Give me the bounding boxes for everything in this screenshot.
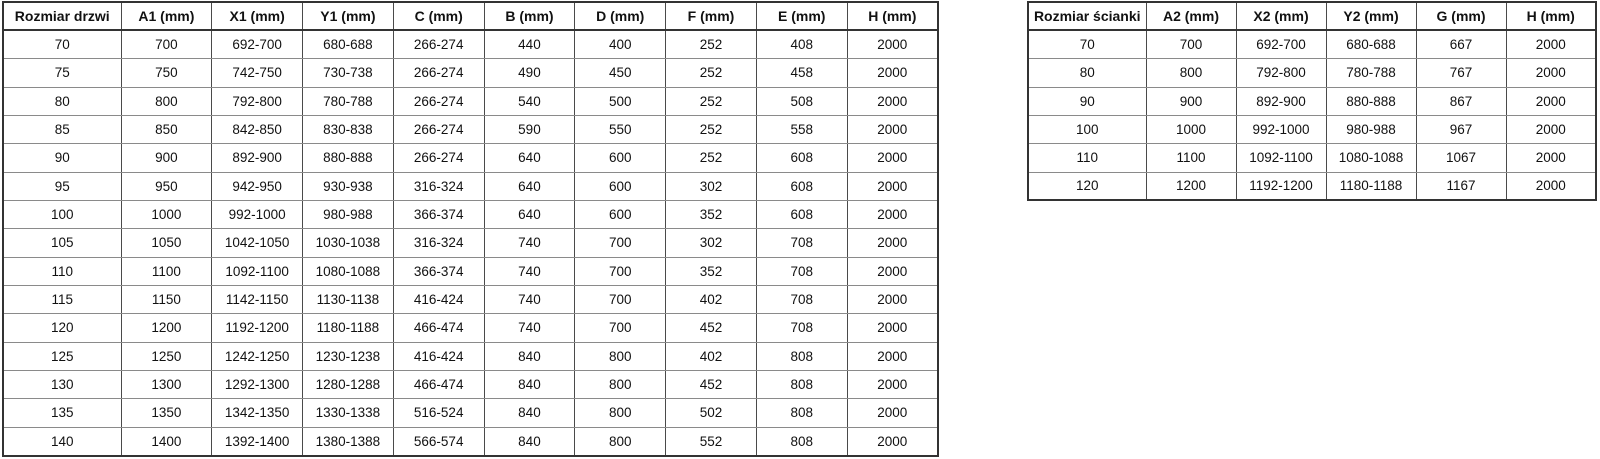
table-row	[3, 30, 938, 58]
table-cell: 458	[756, 59, 847, 87]
table-cell: 90	[3, 144, 121, 172]
table-cell: 800	[575, 427, 666, 455]
table-cell: 2000	[847, 115, 938, 143]
table-cell: 2000	[847, 427, 938, 455]
table-cell: 640	[484, 144, 575, 172]
column-header: D (mm)	[575, 2, 666, 30]
column-header: X1 (mm)	[212, 2, 303, 30]
header-row	[1028, 2, 1596, 30]
table-cell: 1292-1300	[212, 370, 303, 398]
table-cell: 502	[666, 399, 757, 427]
table-cell: 780-788	[1326, 59, 1416, 87]
table-cell: 2000	[847, 200, 938, 228]
table-cell: 266-274	[393, 59, 484, 87]
table-cell: 400	[575, 30, 666, 58]
table-row	[1028, 115, 1596, 143]
table-cell: 800	[575, 370, 666, 398]
table-cell: 125	[3, 342, 121, 370]
table-row	[3, 342, 938, 370]
table-row	[3, 399, 938, 427]
table-cell: 402	[666, 342, 757, 370]
table-cell: 120	[1028, 172, 1146, 200]
table-cell: 140	[3, 427, 121, 455]
table-cell: 2000	[847, 87, 938, 115]
table-cell: 352	[666, 200, 757, 228]
table-cell: 1200	[121, 314, 212, 342]
table-cell: 516-524	[393, 399, 484, 427]
table-cell: 992-1000	[212, 200, 303, 228]
table-row	[1028, 87, 1596, 115]
table-row	[3, 200, 938, 228]
table-cell: 366-374	[393, 200, 484, 228]
table-row	[1028, 144, 1596, 172]
table-cell: 2000	[847, 229, 938, 257]
table-cell: 2000	[1506, 144, 1596, 172]
table-cell: 316-324	[393, 229, 484, 257]
table-cell: 366-374	[393, 257, 484, 285]
table-cell: 100	[1028, 115, 1146, 143]
table-cell: 1350	[121, 399, 212, 427]
table-cell: 110	[1028, 144, 1146, 172]
table-cell: 842-850	[212, 115, 303, 143]
table-cell: 808	[756, 370, 847, 398]
column-header: G (mm)	[1416, 2, 1506, 30]
table-cell: 1300	[121, 370, 212, 398]
column-header: A1 (mm)	[121, 2, 212, 30]
table-cell: 808	[756, 399, 847, 427]
table-row	[3, 229, 938, 257]
table-cell: 252	[666, 144, 757, 172]
table-cell: 500	[575, 87, 666, 115]
table-cell: 600	[575, 144, 666, 172]
table-cell: 1330-1338	[303, 399, 394, 427]
table-cell: 2000	[847, 30, 938, 58]
table-cell: 700	[575, 229, 666, 257]
table-cell: 1150	[121, 285, 212, 313]
table-cell: 840	[484, 342, 575, 370]
table-row	[3, 115, 938, 143]
table-cell: 266-274	[393, 87, 484, 115]
table-cell: 880-888	[303, 144, 394, 172]
table-cell: 930-938	[303, 172, 394, 200]
table-cell: 2000	[1506, 115, 1596, 143]
table-cell: 1392-1400	[212, 427, 303, 455]
table-cell: 780-788	[303, 87, 394, 115]
table-cell: 2000	[847, 399, 938, 427]
table-cell: 1080-1088	[1326, 144, 1416, 172]
table-cell: 680-688	[303, 30, 394, 58]
table-cell: 2000	[847, 342, 938, 370]
table-cell: 2000	[847, 257, 938, 285]
column-header: F (mm)	[666, 2, 757, 30]
table-cell: 558	[756, 115, 847, 143]
table-cell: 740	[484, 229, 575, 257]
table-row	[1028, 59, 1596, 87]
table-cell: 1130-1138	[303, 285, 394, 313]
table-cell: 75	[3, 59, 121, 87]
table-cell: 800	[1146, 59, 1236, 87]
table-cell: 302	[666, 229, 757, 257]
table-cell: 742-750	[212, 59, 303, 87]
table-cell: 1030-1038	[303, 229, 394, 257]
column-header: Y2 (mm)	[1326, 2, 1416, 30]
table-cell: 1092-1100	[1236, 144, 1326, 172]
table-cell: 316-324	[393, 172, 484, 200]
table-cell: 1042-1050	[212, 229, 303, 257]
table-cell: 800	[121, 87, 212, 115]
table-row	[3, 314, 938, 342]
table-cell: 740	[484, 314, 575, 342]
table-cell: 408	[756, 30, 847, 58]
column-header: Rozmiar ścianki	[1028, 2, 1146, 30]
table-cell: 1180-1188	[303, 314, 394, 342]
table-cell: 266-274	[393, 30, 484, 58]
table-cell: 110	[3, 257, 121, 285]
table-cell: 450	[575, 59, 666, 87]
table-cell: 942-950	[212, 172, 303, 200]
table-cell: 740	[484, 285, 575, 313]
table-cell: 708	[756, 314, 847, 342]
table-cell: 767	[1416, 59, 1506, 87]
table-cell: 700	[575, 314, 666, 342]
table-cell: 700	[1146, 30, 1236, 58]
table-cell: 80	[1028, 59, 1146, 87]
table-cell: 416-424	[393, 342, 484, 370]
table-cell: 2000	[1506, 172, 1596, 200]
table-row	[3, 172, 938, 200]
column-header: X2 (mm)	[1236, 2, 1326, 30]
table-cell: 600	[575, 172, 666, 200]
table-cell: 608	[756, 200, 847, 228]
table-cell: 1200	[1146, 172, 1236, 200]
table-cell: 1167	[1416, 172, 1506, 200]
table-cell: 1100	[1146, 144, 1236, 172]
table-cell: 1250	[121, 342, 212, 370]
table-cell: 566-574	[393, 427, 484, 455]
table-cell: 90	[1028, 87, 1146, 115]
table-row	[3, 59, 938, 87]
table-cell: 608	[756, 172, 847, 200]
table-cell: 1380-1388	[303, 427, 394, 455]
table-cell: 100	[3, 200, 121, 228]
table-cell: 2000	[1506, 30, 1596, 58]
table-cell: 135	[3, 399, 121, 427]
column-header: Y1 (mm)	[303, 2, 394, 30]
table-row	[1028, 172, 1596, 200]
table-cell: 1050	[121, 229, 212, 257]
table-cell: 1000	[1146, 115, 1236, 143]
table-cell: 130	[3, 370, 121, 398]
table-cell: 1242-1250	[212, 342, 303, 370]
table-cell: 2000	[1506, 59, 1596, 87]
table-cell: 1342-1350	[212, 399, 303, 427]
table-cell: 892-900	[212, 144, 303, 172]
table-cell: 680-688	[1326, 30, 1416, 58]
table-cell: 2000	[847, 370, 938, 398]
table-cell: 1100	[121, 257, 212, 285]
table-cell: 252	[666, 30, 757, 58]
table-row	[3, 285, 938, 313]
table-cell: 466-474	[393, 314, 484, 342]
table-cell: 2000	[1506, 87, 1596, 115]
table-cell: 980-988	[303, 200, 394, 228]
table-cell: 600	[575, 200, 666, 228]
table-cell: 792-800	[212, 87, 303, 115]
table-cell: 808	[756, 342, 847, 370]
column-header: C (mm)	[393, 2, 484, 30]
table-cell: 750	[121, 59, 212, 87]
table-cell: 80	[3, 87, 121, 115]
table-cell: 740	[484, 257, 575, 285]
table-cell: 2000	[847, 59, 938, 87]
table-cell: 416-424	[393, 285, 484, 313]
table-row	[3, 427, 938, 455]
column-header: H (mm)	[1506, 2, 1596, 30]
table-cell: 1000	[121, 200, 212, 228]
table-cell: 540	[484, 87, 575, 115]
table-cell: 700	[121, 30, 212, 58]
table-cell: 708	[756, 229, 847, 257]
table-cell: 2000	[847, 144, 938, 172]
column-header: Rozmiar drzwi	[3, 2, 121, 30]
table-cell: 900	[1146, 87, 1236, 115]
table-cell: 95	[3, 172, 121, 200]
column-header: H (mm)	[847, 2, 938, 30]
table-cell: 252	[666, 87, 757, 115]
wall-size-table	[1027, 1, 1597, 201]
table-row	[3, 144, 938, 172]
table-cell: 840	[484, 370, 575, 398]
table-cell: 1280-1288	[303, 370, 394, 398]
table-cell: 120	[3, 314, 121, 342]
table-row	[3, 370, 938, 398]
column-header: A2 (mm)	[1146, 2, 1236, 30]
table-cell: 880-888	[1326, 87, 1416, 115]
table-cell: 115	[3, 285, 121, 313]
table-cell: 85	[3, 115, 121, 143]
table-cell: 667	[1416, 30, 1506, 58]
table-cell: 840	[484, 399, 575, 427]
table-cell: 508	[756, 87, 847, 115]
table-cell: 105	[3, 229, 121, 257]
table-cell: 708	[756, 285, 847, 313]
table-cell: 692-700	[1236, 30, 1326, 58]
table-cell: 490	[484, 59, 575, 87]
door-size-table	[2, 1, 939, 457]
table-cell: 440	[484, 30, 575, 58]
table-cell: 2000	[847, 172, 938, 200]
table-row	[3, 257, 938, 285]
table-cell: 840	[484, 427, 575, 455]
table-cell: 452	[666, 370, 757, 398]
table-cell: 352	[666, 257, 757, 285]
table-cell: 552	[666, 427, 757, 455]
table-cell: 980-988	[1326, 115, 1416, 143]
table-cell: 700	[575, 257, 666, 285]
table-cell: 266-274	[393, 115, 484, 143]
table-cell: 266-274	[393, 144, 484, 172]
table-cell: 302	[666, 172, 757, 200]
table-cell: 252	[666, 59, 757, 87]
table-cell: 70	[1028, 30, 1146, 58]
table-cell: 1142-1150	[212, 285, 303, 313]
table-cell: 550	[575, 115, 666, 143]
table-cell: 640	[484, 200, 575, 228]
table-cell: 808	[756, 427, 847, 455]
column-header: B (mm)	[484, 2, 575, 30]
header-row	[3, 2, 938, 30]
table-cell: 800	[575, 342, 666, 370]
table-cell: 950	[121, 172, 212, 200]
table-cell: 1230-1238	[303, 342, 394, 370]
table-cell: 1080-1088	[303, 257, 394, 285]
table-cell: 830-838	[303, 115, 394, 143]
table-cell: 992-1000	[1236, 115, 1326, 143]
table-cell: 1192-1200	[1236, 172, 1326, 200]
table-cell: 1180-1188	[1326, 172, 1416, 200]
table-row	[1028, 30, 1596, 58]
table-cell: 967	[1416, 115, 1506, 143]
table-cell: 1400	[121, 427, 212, 455]
table-cell: 892-900	[1236, 87, 1326, 115]
table-cell: 2000	[847, 285, 938, 313]
table-cell: 466-474	[393, 370, 484, 398]
table-row	[3, 87, 938, 115]
table-cell: 640	[484, 172, 575, 200]
table-cell: 452	[666, 314, 757, 342]
table-cell: 800	[575, 399, 666, 427]
table-cell: 252	[666, 115, 757, 143]
table-cell: 70	[3, 30, 121, 58]
table-cell: 900	[121, 144, 212, 172]
table-cell: 1192-1200	[212, 314, 303, 342]
table-cell: 692-700	[212, 30, 303, 58]
table-cell: 1067	[1416, 144, 1506, 172]
table-cell: 590	[484, 115, 575, 143]
table-cell: 700	[575, 285, 666, 313]
table-cell: 850	[121, 115, 212, 143]
table-cell: 608	[756, 144, 847, 172]
table-cell: 867	[1416, 87, 1506, 115]
table-cell: 708	[756, 257, 847, 285]
table-cell: 792-800	[1236, 59, 1326, 87]
table-cell: 730-738	[303, 59, 394, 87]
table-cell: 2000	[847, 314, 938, 342]
table-cell: 1092-1100	[212, 257, 303, 285]
table-cell: 402	[666, 285, 757, 313]
column-header: E (mm)	[756, 2, 847, 30]
